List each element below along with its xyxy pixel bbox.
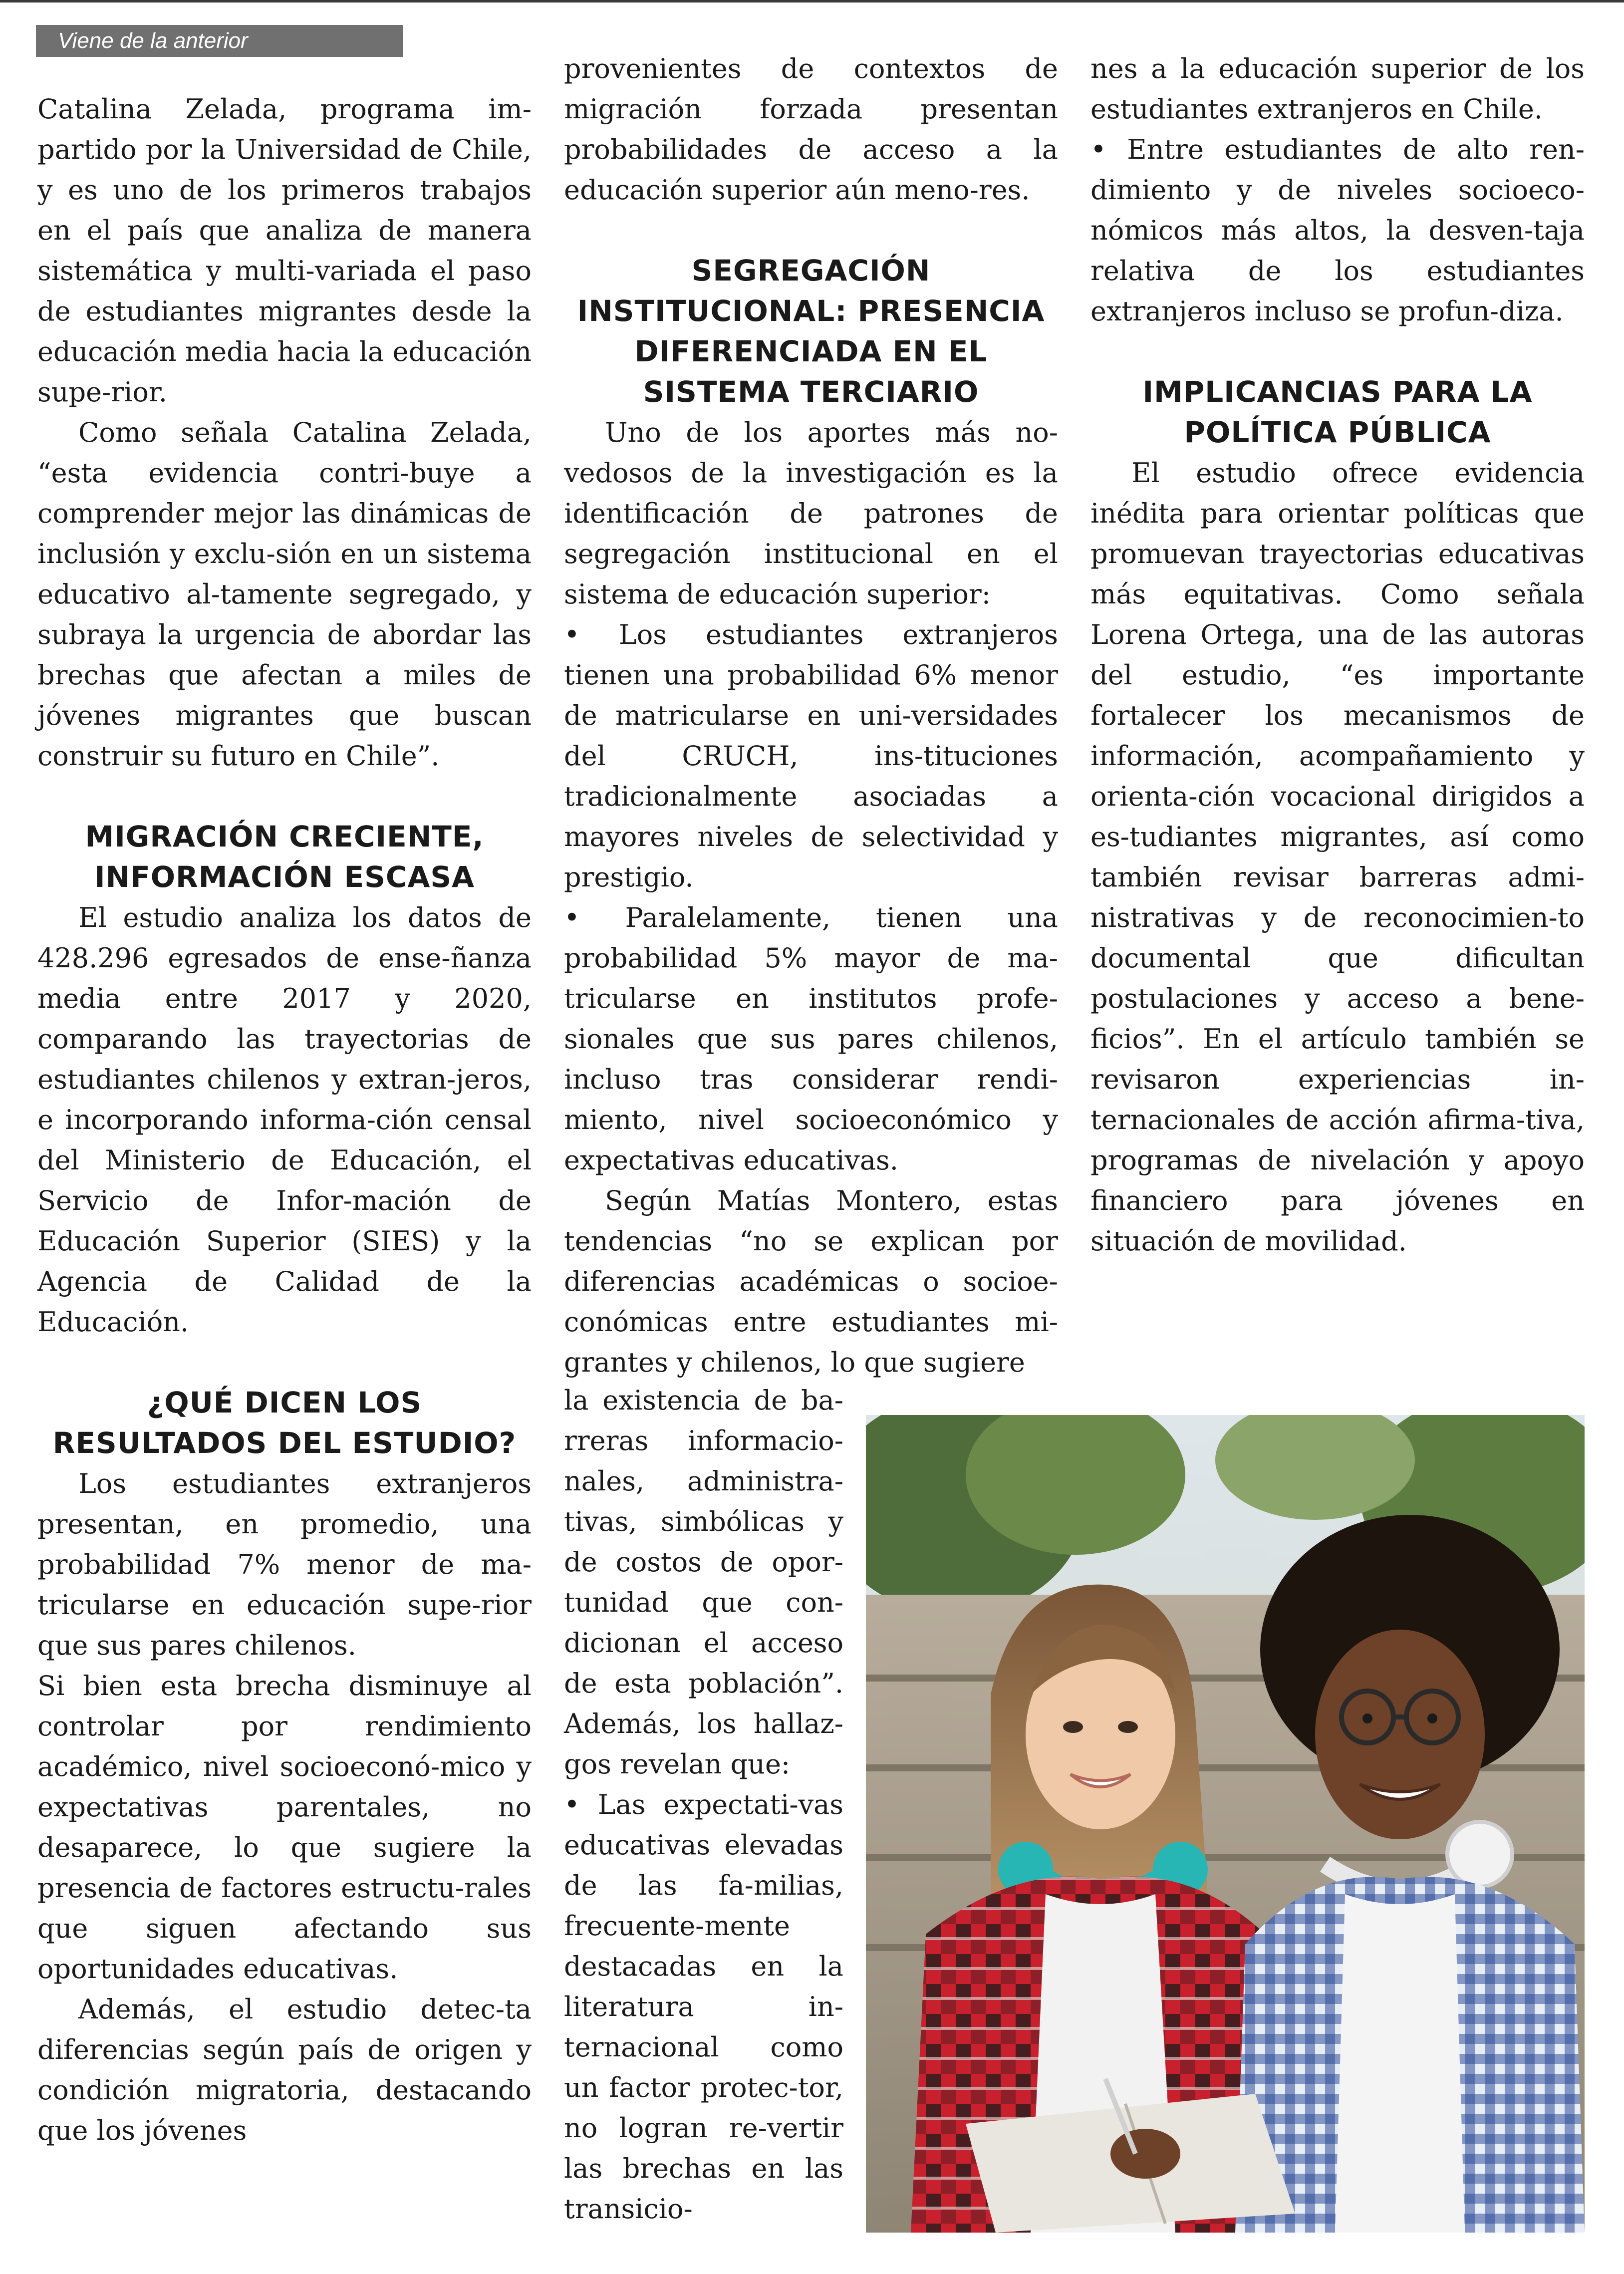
heading-segregacion-institucional: SEGREGACIÓN INSTITUCIONAL: PRESENCIA DIFERENCIADA EN EL SISTEMA TERCIARIO [577,254,1045,409]
heading-resultados-estudio: ¿QUÉ DICEN LOS RESULTADOS DEL ESTUDIO? [52,1386,517,1460]
column-1 [37,89,532,2151]
continued-banner-text: Viene de la anterior [58,28,248,53]
column-3 [1090,48,1585,1261]
col3-bullet-1: • Entre estudiantes de alto ren-dimiento y de niveles socioeco-nómicos más altos, la desven-taja relativa de los estudiantes extranjeros incluso se profun-diza. [1090,134,1585,327]
col2-bullet-1: • Los estudiantes extranjeros tienen una probabilidad 6% menor de matricularse en uni-versidades del CRUCH, ins-tituciones tradicionalmente asociadas a mayores niveles de selectividad y prestigio. [564,619,1058,893]
col1-paragraph-1: Catalina Zelada, programa im-partido por la Universidad de Chile, y es uno de los primeros trabajos en el país que analiza de manera sistemática y multi-variada el paso de estudiantes migrantes desde la educación media hacia la educación supe-rior. [37,93,532,408]
col2-paragraph-1: provenientes de contextos de migración forzada presentan probabilidades de acceso a la educación superior aún meno-res. [564,53,1058,206]
students-illustration [866,1415,1585,2233]
column-2 [564,48,1058,1383]
col3-paragraph-1: nes a la educación superior de los estudiantes extranjeros en Chile. [1090,53,1585,125]
students-photo [866,1415,1585,2233]
col3-paragraph-2: El estudio ofrece evidencia inédita para orientar políticas que promuevan trayectorias educativas más equitativas. Como señala Lorena Ortega, una de las autoras del estudio, “es importante fortalecer los mecanismos de información, acompañamiento y orienta-ción vocacional dirigidos a es-tudiantes migrantes, así como también revisar barreras admi-nistrativas y de reconocimien-to documental que dificultan postulaciones y acceso a bene-ficios”. En el artículo también se revisaron experiencias in-ternacionales de acción afirma-tiva, programas de nivelación y apoyo financiero para jóvenes en situación de movilidad. [1090,457,1585,1257]
col2-paragraph-4: la existencia de ba-rreras informacio-nales, administra-tivas, simbólicas y de costos de opor-tunidad que con-dicionan el acceso de esta población”. Además, los hallaz-gos revelan que: [564,1385,843,1780]
spacer [1090,331,1585,372]
column-2-narrow [564,1380,843,2229]
col2-bullet-2: • Paralelamente, tienen una probabilidad 5% mayor de ma-tricularse en institutos profe-sionales que sus pares chilenos, incluso tras considerar rendi-miento, nivel socioeconómico y expectativas educativas. [564,902,1058,1176]
spacer [37,1342,532,1383]
heading-implicancias-politica: IMPLICANCIAS PARA LA POLÍTICA PÚBLICA [1142,375,1533,449]
col1-paragraph-5: Si bien esta brecha disminuye al controlar por rendimiento académico, nivel socioeconó-mico y expectativas parentales, no desaparece, lo que sugiere la presencia de factores estructu-rales que siguen afectando sus oportunidades educativas. [37,1670,532,1985]
col1-paragraph-4: Los estudiantes extranjeros presentan, en promedio, una probabilidad 7% menor de ma-tricularse en educación supe-rior que sus pares chilenos. [37,1468,532,1661]
col2-paragraph-3: Según Matías Montero, estas tendencias “no se explican por diferencias académicas o socioe-conómicas entre estudiantes mi-grantes y chilenos, lo que sugiere [564,1185,1058,1378]
spacer [37,776,532,817]
col2-bullet-3: • Las expectati-vas educativas elevadas de las fa-milias, frecuente-mente destacadas en la literatura in-ternacional como un factor protec-tor, no logran re-vertir las brechas en las transicio- [564,1789,843,2225]
top-rule [0,0,1624,2]
heading-migracion-creciente: MIGRACIÓN CRECIENTE, INFORMACIÓN ESCASA [85,820,484,894]
col1-paragraph-2: Como señala Catalina Zelada, “esta evidencia contri-buye a comprender mejor las dinámicas de inclusión y exclu-sión en un sistema educativo al-tamente segregado, y subraya la urgencia de abordar las brechas que afectan a miles de jóvenes migrantes que buscan construir su futuro en Chile”. [37,417,532,772]
col1-paragraph-6: Además, el estudio detec-ta diferencias según país de origen y condición migratoria, destacando que los jóvenes [37,1993,532,2146]
spacer [564,210,1058,251]
col1-paragraph-3: El estudio analiza los datos de 428.296 egresados de ense-ñanza media entre 2017 y 2020, comparando las trayectorias de estudiantes chilenos y extran-jeros, e incorporando informa-ción censal del Ministerio de Educación, el Servicio de Infor-mación de Educación Superior (SIES) y la Agencia de Calidad de la Educación. [37,902,532,1338]
col2-paragraph-2: Uno de los aportes más no-vedosos de la investigación es la identificación de patrones de segregación institucional en el sistema de educación superior: [564,417,1058,610]
continued-banner [36,25,403,57]
